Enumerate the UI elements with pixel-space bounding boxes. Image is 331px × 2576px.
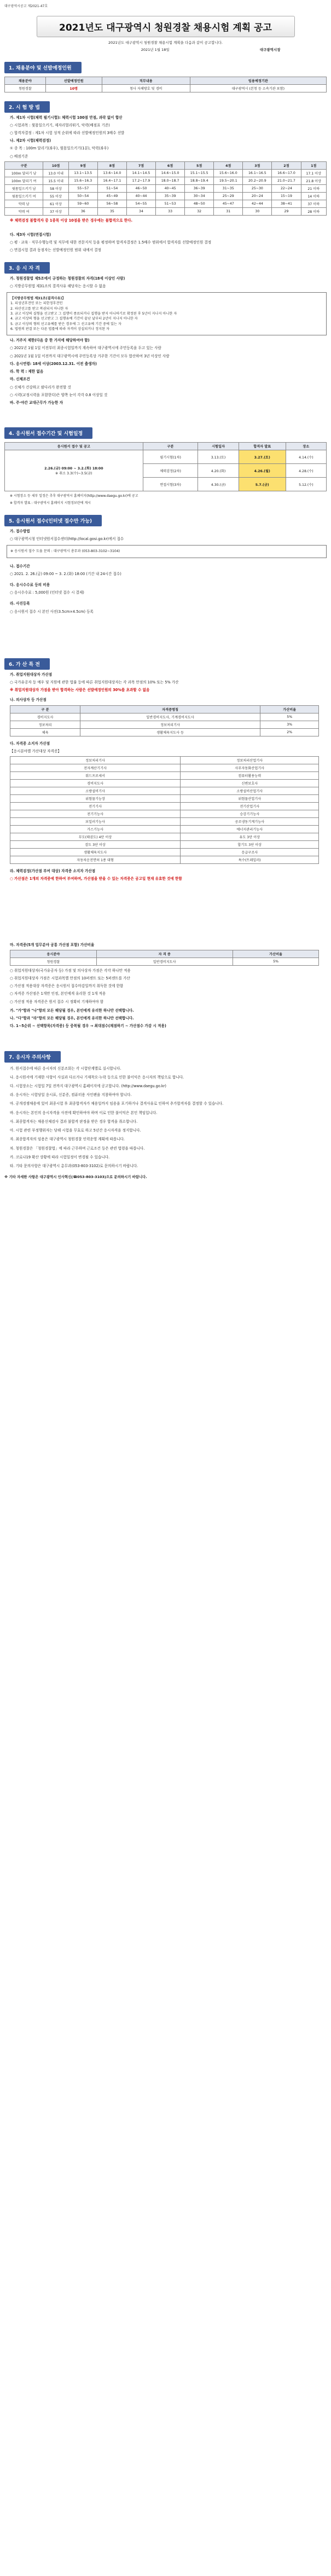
table-cell: 13.6~14.0: [97, 169, 126, 177]
table-cell: 일반경비지도사, 기계경비지도사: [80, 713, 260, 721]
table-cell: 3%: [260, 721, 318, 728]
table-cell: 15.5 이내: [43, 177, 68, 184]
notice-item: 아. 시험 관련 부정행위자는 당해 시험을 무효로 하고 5년간 응시자격을 정지합니다.: [10, 1128, 141, 1133]
table-cell: 3.13.(토): [198, 450, 239, 464]
table-cell: 48~50: [185, 200, 214, 207]
page-title: 2021년도 대구광역시 청원경찰 채용시험 계획 공고: [37, 16, 295, 37]
table-row: [5, 192, 327, 200]
table-cell: 3.27.(토): [239, 450, 286, 464]
table-cell: 체력검정(2차): [143, 464, 198, 478]
table-cell: 17.1 이상: [301, 169, 327, 177]
bonus-tail-item: ○ 가산점 적용 자격증은 원서 접수 시 정확히 기재하여야 함: [10, 999, 104, 1004]
table-cell: 생활체육지도사: [10, 849, 181, 856]
schedule-note: ※ 합격자 발표 : 대구광역시 홈페이지 시험정보란에 게시: [10, 501, 91, 506]
table-header: 채용분야: [5, 77, 46, 84]
app-c1: ○ 응시수수료 : 5,000원 (인터넷 접수 시 결제): [10, 590, 84, 595]
table-cell: 4.20.(화): [198, 464, 239, 478]
table-cell: 자동차운전면허 1종 대형: [10, 856, 181, 864]
notice-item: 차. 청원경찰은 「청원경찰법」에 따라 근무하며 근로조건 등은 관련 법령을 따릅니다.: [10, 1146, 145, 1151]
bonus-tail-item: ○ 자격증 가산점은 1개만 인정, 본인에게 유리한 것 1개 적용: [10, 991, 106, 996]
table-cell: 18.0~18.7: [156, 177, 185, 184]
exam-step1-note: ○ 합격자결정 : 제1차 시험 성적 순위에 따라 선발예정인원의 3배수 선발: [10, 130, 125, 135]
table-cell: 승강기기능사: [181, 810, 319, 818]
table-cell: 25~30: [243, 184, 272, 192]
table-cell: 경비지도사: [10, 780, 181, 787]
exam-extra-line: ○ 면접시험 결과 동점자는 선발예정인원 범위 내에서 결정: [10, 248, 101, 253]
bonus-tail-item: 나. "다"항과 "라"항의 모든 해당될 경우, 본인에게 유리한 하나만 선택합니다.: [10, 1016, 134, 1021]
bonus-a1: ○ 국가유공자 등 예우 및 지원에 관한 법률 등에 따른 취업지원대상자는 각 과목 만점의 10% 또는 5% 가산: [10, 680, 179, 685]
table-cell: 36: [68, 207, 97, 215]
notice-item: 라. 응시자는 시험당일 응시표, 신분증, 컴퓨터용 사인펜을 지참하여야 합니다.: [10, 1093, 132, 1098]
table-header: 10점: [43, 161, 68, 169]
table-cell: 악력 남: [5, 200, 43, 207]
table-row: [10, 787, 319, 795]
table-cell: 공조냉동기계기능사: [181, 818, 319, 826]
qual-c1: ○ 2021년 1월 1일 이전부터 최종시험일까지 계속하여 대구광역시에 주민등록을 두고 있는 사람: [10, 346, 161, 351]
table-cell: 청원경찰: [5, 84, 46, 92]
table-header: 5점: [185, 161, 214, 169]
qual-e: 라. 학 력 : 제한 없음: [10, 369, 44, 374]
table-header: 응시원서 접수 및 공고: [5, 443, 143, 450]
table-cell: 5.12.(수): [286, 478, 326, 491]
table-cell: 정보처리: [10, 721, 80, 728]
table-cell: 33: [156, 207, 185, 215]
notice-item: 타. 기타 문의사항은 대구광역시 총무과(053-803-3102)로 문의하시기 바랍니다.: [10, 1163, 138, 1168]
table-cell: 28 이하: [301, 207, 327, 215]
qual-d: 다. 응시연령: 18세 이상(2003.12.31. 이전 출생자): [10, 361, 97, 366]
table-header: 7점: [126, 161, 155, 169]
table-cell: 체육: [10, 728, 80, 736]
intro-text: 2021년도 대구광역시 청원경찰 채용시험 계획을 다음과 같이 공고합니다.: [108, 40, 223, 45]
table-cell: 46~50: [126, 184, 155, 192]
schedule-table: [4, 442, 327, 491]
table-cell: 42~44: [243, 200, 272, 207]
table-cell: 사무자동화산업기사: [181, 764, 319, 772]
table-cell: 소방설비기사: [10, 787, 181, 795]
schedule-note: ※ 시험장소 등 세부 일정은 추후 대구광역시 홈페이지(http://www.daegu.go.kr)에 공고: [10, 494, 138, 498]
table-cell: 일반경비지도사: [96, 958, 233, 965]
exam-extra-title: 다. 제3차 시험(면접시험): [10, 233, 51, 237]
table-cell: 37 이상: [43, 207, 68, 215]
section-bonus: [4, 658, 327, 882]
table-header: 8점: [97, 161, 126, 169]
issuer: 대구광역시장: [259, 47, 281, 52]
table-header: 임용예정기관: [190, 77, 326, 84]
section-schedule: [4, 427, 327, 506]
qual-f1: ○ 신체가 건강하고 팔다리가 완전할 것: [10, 385, 71, 390]
table-cell: 특수(트레일러): [181, 856, 319, 864]
table-cell: 36~39: [185, 184, 214, 192]
bonus-d: 라. 체력검정(가산점 부여 대상) 자격증 소지자 가산점: [10, 869, 96, 874]
table-cell: 대구광역시 (본청 등 소속기관 포함): [190, 84, 326, 92]
exam-extra-line: ○ 평 · 교육 · 직무수행능력 및 직무에 대한 전문지식 등을 평정하며 합격자결정은 1.5배수 범위에서 합격자를 선발예정인원 결정: [10, 240, 212, 245]
table-cell: 15.6~16.3: [68, 177, 97, 184]
table-cell: 17.2~17.9: [126, 177, 155, 184]
document-number: 대구광역시공고 제2021-47호: [4, 4, 48, 8]
bonus-tail-item: 다. 1~5순위 ~ 선택항목(자격증) 등 중복될 경우 → 최대점수(채점하기 ~ 가산점수 가감 시 적용): [10, 1024, 166, 1029]
bonus-c-list-title: 【응시분야별 가산대상 자격증】: [10, 749, 61, 753]
table-header: 자격증명칭: [80, 705, 260, 713]
table-cell: 30: [243, 207, 272, 215]
table-cell: 응급구조사: [181, 849, 319, 856]
table-header: 1점: [301, 161, 327, 169]
table-header: 구 분: [10, 705, 80, 713]
table-cell: 100m 달리기 여: [5, 177, 43, 184]
table-cell: 4.30.(금): [198, 478, 239, 491]
table-header: 시험일자: [198, 443, 239, 450]
table-cell: 전기기능사: [10, 810, 181, 818]
notice-item: 바. 응시자는 본인의 응시자격을 사전에 확인하여야 하며 이로 인한 불이익은 본인 책임입니다.: [10, 1110, 158, 1115]
section-application: [4, 515, 327, 614]
app-b1: ○ 2021. 2. 26.(금) 09:00 ~ 3. 2.(화) 18:00 (기간 내 24시간 접수): [10, 571, 121, 576]
app-b: 나. 접수기간: [10, 564, 30, 568]
table-row: [5, 169, 327, 177]
table-header: 응시분야: [10, 950, 97, 958]
table-cell: 전자계산기기사: [10, 764, 181, 772]
box-line: 6. 법원의 판결 또는 다른 법률에 따라 자격이 상실되거나 정지된 자: [10, 327, 109, 331]
section-exam-extra: [4, 232, 327, 253]
qual-c: 나. 거주지 제한(다음 중 한 가지에 해당하여야 함): [10, 338, 90, 343]
table-cell: 22~24: [272, 184, 301, 192]
section-title: 6. 가 산 특 전: [4, 658, 50, 670]
table-cell: 21 이하: [301, 184, 327, 192]
bonus-c: 다. 자격증 소지자 가산점: [10, 741, 50, 746]
table-row: [10, 810, 319, 818]
bonus-tail-item: ○ 취업지원대상자 가점은 시험과목별 만점의 10퍼센트 또는 5퍼센트를 가산: [10, 976, 130, 980]
table-cell: 검도 3단 이상: [10, 841, 181, 849]
box-line: 2. 파산선고를 받고 복권되지 아니한 자: [10, 306, 68, 311]
bonus-tail-item: ○ 가산점 적용대상 자격증은 응시원서 접수마감일까지 취득한 것에 한함: [10, 984, 124, 989]
apply-period: 2.26.(금) 09:00 ~ 3.2.(화) 18:00: [44, 467, 103, 471]
table-cell: 5%: [233, 958, 319, 965]
table-cell: 30~34: [185, 192, 214, 200]
box-line: 5. 금고 이상의 형의 선고유예를 받은 경우에 그 선고유예 기간 중에 있는 자: [10, 322, 121, 326]
box-line: 4. 금고 이상의 형을 선고받고 그 집행유예 기간이 끝난 날부터 2년이 지나지 아니한 자: [10, 317, 138, 321]
section-bonus-tail: [4, 942, 327, 1029]
table-cell: 정보처리산업기사: [181, 757, 319, 764]
table-cell: 합기도 3단 이상: [181, 841, 319, 849]
table-cell: 20.2~20.9: [243, 177, 272, 184]
table-cell: 윗몸일으키기 여: [5, 192, 43, 200]
table-cell: 보일러기능사: [10, 818, 181, 826]
table-cell: 51~53: [156, 200, 185, 207]
qual-b: ○ 지방공무원법 제31조의 결격사유 해당자는 응시할 수 없음: [10, 283, 106, 288]
table-cell: 32: [185, 207, 214, 215]
score-table: [4, 161, 327, 216]
qual-g: 바. 주·야간 교대근무가 가능한 자: [10, 400, 63, 405]
bonus-a: 가. 취업지원대상자 가산점: [10, 672, 53, 677]
table-cell: 정보처리기사: [10, 757, 181, 764]
section-title: 2. 시 험 방 법: [4, 101, 50, 113]
table-cell: 가스기능사: [10, 826, 181, 833]
table-cell: 13.1~13.5: [68, 169, 97, 177]
table-cell: 에너지관리기능사: [181, 826, 319, 833]
table-cell: 40~45: [156, 184, 185, 192]
bonus-tail-item: 가. "가"항과 "나"항의 모든 해당될 경우, 본인에게 유리한 하나만 선택합니다.: [10, 1008, 134, 1013]
section-notices: [4, 1051, 327, 1180]
table-header: 합격자 발표: [239, 443, 286, 450]
app-c: 다. 응시수수료 등의 비용: [10, 582, 50, 587]
table-row: [10, 795, 319, 803]
table-cell: 31~35: [214, 184, 243, 192]
table-cell: 19.5~20.1: [214, 177, 243, 184]
app-a2-box: [7, 545, 327, 558]
notice-item: 가. 원서접수에 따른 응시자의 신분조회는 각 시험단계별로 실시합니다.: [10, 1066, 121, 1071]
table-row: [5, 177, 327, 184]
section-title: 4. 응시원서 접수기간 및 시험일정: [4, 427, 92, 439]
table-cell: 4.14.(수): [286, 450, 326, 464]
section-exam-method: [4, 101, 327, 224]
box-line: 3. 금고 이상의 실형을 선고받고 그 집행이 종료되거나 집행을 받지 아니하기로 확정된 후 5년이 지나지 아니한 자: [10, 312, 177, 316]
license-table: [10, 756, 319, 864]
table-row: [5, 207, 327, 215]
table-row: [10, 818, 319, 826]
table-cell: 4.28.(수): [286, 464, 326, 478]
notice-list: [4, 1066, 327, 1169]
table-cell: 35~39: [156, 192, 185, 200]
table-row: [10, 780, 319, 787]
table-cell: 31: [214, 207, 243, 215]
section-qualification: [4, 262, 327, 405]
table-cell: 청사 자체방호 및 경비: [102, 84, 190, 92]
table-cell: 38~41: [272, 200, 301, 207]
table-cell: 61 이상: [43, 200, 68, 207]
section-title: 5. 응시원서 접수(인터넷 접수만 가능): [4, 515, 102, 526]
notice-item: 다. 시험장소는 시험일 7일 전까지 대구광역시 홈페이지에 공고합니다. (http://www.daegu.go.kr): [10, 1083, 166, 1088]
footer-note: ※ 기타 자세한 사항은 대구광역시 인사혁신(☎053-803-3103)으로 문의하시기 바랍니다.: [4, 1175, 147, 1180]
table-header: 9점: [68, 161, 97, 169]
app-a: 가. 접수방법: [10, 529, 30, 533]
table-cell: 정보처리기사: [80, 721, 260, 728]
table-cell: 16.6~17.0: [272, 169, 301, 177]
table-cell: 21.0~21.7: [272, 177, 301, 184]
table-cell: 45~47: [214, 200, 243, 207]
announcement-page: [4, 0, 327, 1179]
table-cell: 전기산업기사: [181, 803, 319, 810]
table-header: 6점: [156, 161, 185, 169]
table-cell: 소방설비산업기사: [181, 787, 319, 795]
table-cell: 35: [97, 207, 126, 215]
table-cell: 29: [272, 207, 301, 215]
table-header: 가산비율: [260, 705, 318, 713]
table-cell: 생활체육지도사 등: [80, 728, 260, 736]
table-row: [10, 856, 319, 864]
app-a2: ※ 응시원서 접수 도움 문의 : 대구광역시 총무과 (053-803-3102~3104): [10, 549, 120, 554]
announce-date: 2021년 1월 18일: [141, 47, 170, 52]
table-header: 4점: [214, 161, 243, 169]
table-cell: 위험물산업기사: [181, 795, 319, 803]
table-row: [10, 764, 319, 772]
table-row: [10, 757, 319, 764]
table-header: 가산비율: [233, 950, 319, 958]
table-cell: 25~29: [214, 192, 243, 200]
exam-step1: 가. 제1차 시험(체력 필기시험): 체력시험 100점 만점, 과락 없이 합산: [10, 115, 123, 120]
table-cell: 20~24: [243, 192, 272, 200]
table-header: 선발예정인원: [45, 77, 102, 84]
exam-step2-detail: ① 종 목 : 100m 달리기(좌우), 윗몸일으키기(1분), 악력(좌우): [10, 146, 109, 151]
section-title: 7. 응시자 주의사항: [4, 1051, 61, 1063]
bonus-tail-title: 마. 자격증(5개 업무분야 공통 가산점 포함) 가산비율: [10, 942, 95, 947]
table-cell: 50~54: [68, 192, 97, 200]
table-cell: 58 이상: [43, 184, 68, 192]
table-cell: 56~58: [97, 200, 126, 207]
table-cell: 51~54: [97, 184, 126, 192]
apply-period-cell: [5, 450, 143, 491]
bonus-tail-item: ○ 취업지원대상자(국가유공자 등) 가점 및 의사상자 가점은 각각 하나만 적용: [10, 968, 131, 973]
notice-item: 자. 최종합격자의 임용은 대구광역시 청원경찰 인력운영 계획에 따릅니다.: [10, 1137, 125, 1142]
table-row: [10, 833, 319, 841]
table-cell: 컴퓨터활용능력: [181, 772, 319, 780]
intro-block: [4, 40, 327, 53]
notice-item: 나. 응시원서에 기재한 사항이 사실과 다르거나 기재착오·누락 등으로 인한 불이익은 응시자의 책임으로 합니다.: [10, 1075, 184, 1080]
table-cell: 14 이하: [301, 192, 327, 200]
bonus-d-note: ○ 가산점은 1개의 자격증에 한하여 부여하며, 가산점을 받을 수 있는 자격증은 공고일 현재 유효한 것에 한함: [10, 877, 182, 881]
table-cell: 37 이하: [301, 200, 327, 207]
table-cell: 윗몸일으키기 남: [5, 184, 43, 192]
table-cell: 16.4~17.1: [97, 177, 126, 184]
table-cell: 청원경찰: [10, 958, 97, 965]
table-cell: 14.1~14.5: [126, 169, 155, 177]
table-cell: 경비지도사: [10, 713, 80, 721]
table-cell: 2%: [260, 728, 318, 736]
table-row: [10, 772, 319, 780]
table-cell: 55 이상: [43, 192, 68, 200]
table-cell: 13.0 이내: [43, 169, 68, 177]
section-title: 3. 응 시 자 격: [4, 262, 50, 274]
table-cell: 위험물기능장: [10, 795, 181, 803]
table-cell: 10명: [45, 84, 102, 92]
table-cell: 워드프로세서: [10, 772, 181, 780]
section-title: 1. 채용분야 및 선발예정인원: [4, 62, 82, 73]
table-cell: 필기시험(1차): [143, 450, 198, 464]
table-cell: 54~55: [126, 200, 155, 207]
table-cell: 15.6~16.0: [214, 169, 243, 177]
bonus-note: ※ 취업지원대상자 가점을 받아 합격하는 사람은 선발예정인원의 30%를 초과할 수 없음: [10, 688, 150, 693]
app-d: 라. 사진등록: [10, 601, 30, 606]
app-d1: ○ 응시원서 접수 시 본인 사진(3.5cm×4.5cm) 등록: [10, 609, 94, 614]
table-cell: 4.26.(월): [239, 464, 286, 478]
table-row: [10, 849, 319, 856]
exam-step2-sub: ○ 배점기준: [10, 154, 28, 159]
table-cell: 45~49: [97, 192, 126, 200]
table-cell: 14.6~15.0: [156, 169, 185, 177]
table-cell: 신변보호사: [181, 780, 319, 787]
table-cell: 악력 여: [5, 207, 43, 215]
table-row: [10, 826, 319, 833]
notice-item: 사. 최종합격자는 채용신체검사 결과 불합격 판정을 받은 경우 합격을 취소합니다.: [10, 1119, 138, 1124]
bonus-table: [10, 705, 319, 736]
app-a1: ○ 대구광역시청 인터넷원서접수센터(http://local.gosi.go.kr)에서 접수: [10, 536, 124, 541]
table-cell: 16.1~16.5: [243, 169, 272, 177]
table-cell: 55~57: [68, 184, 97, 192]
qual-f2: ○ 시력(교정시력을 포함한다)은 양쪽 눈이 각각 0.8 이상일 것: [10, 392, 108, 397]
disqualification-box: [7, 292, 327, 335]
table-cell: 18.8~19.4: [185, 177, 214, 184]
table-header: 구분: [5, 161, 43, 169]
table-cell: 100m 달리기 남: [5, 169, 43, 177]
table-cell: 전기기사: [10, 803, 181, 810]
table-header: 구분: [143, 443, 198, 450]
bonus-b: 나. 의사상자 등 가산점: [10, 698, 47, 703]
table-row: [5, 184, 327, 192]
table-header: 직무내용: [102, 77, 190, 84]
score-note: ※ 체력검정 불합격자 중 1종목 이상 10점을 받은 경우에는 불합격으로 한다.: [10, 218, 132, 223]
box-line: 1. 피성년후견인 또는 피한정후견인: [10, 301, 63, 306]
table-cell: 5%: [260, 713, 318, 721]
table-cell: 15.1~15.5: [185, 169, 214, 177]
table-cell: 34: [126, 207, 155, 215]
qual-a: 가. 청원경찰법 제5조에서 규정하는 청원경찰의 자격(18세 이상인 사람): [10, 276, 125, 281]
notice-item: 카. 코로나19 확산 상황에 따라 시험일정이 변경될 수 있습니다.: [10, 1154, 110, 1159]
intro-meta: [51, 48, 281, 53]
qual-c2: ○ 2021년 1월 1일 이전까지 대구광역시에 주민등록상 거주한 기간이 모두 합산하여 3년 이상인 사람: [10, 353, 170, 358]
table-header: 3점: [243, 161, 272, 169]
table-cell: 유도 3단 이상: [181, 833, 319, 841]
table-row: [5, 200, 327, 207]
qual-f: 마. 신체조건: [10, 377, 30, 382]
table-header: 장소: [286, 443, 326, 450]
table-row: [10, 841, 319, 849]
table-cell: 면접시험(3차): [143, 478, 198, 491]
table-cell: 5.7.(금): [239, 478, 286, 491]
table-cell: 59~60: [68, 200, 97, 207]
table-header: 2점: [272, 161, 301, 169]
table-cell: 무도(태권도) 4단 이상: [10, 833, 181, 841]
box-title: 【지방공무원법 제31조(결격사유)】: [10, 297, 66, 301]
table-cell: 40~44: [126, 192, 155, 200]
table-row: [10, 803, 319, 810]
bonus-tail-table: [10, 950, 319, 966]
table-header: 자 격 증: [96, 950, 233, 958]
exam-step1-detail: ○ 시험과목 : 윗몸일으키기, 제자리멀리뛰기, 악력(배점표 기준): [10, 123, 110, 127]
notice-item: 마. 공개경쟁채용에 있어 최종시험 후 최종합격자가 채용일까지 임용을 포기하거나 결격사유로 인하여 추가합격자를 결정할 수 있습니다.: [10, 1101, 224, 1106]
section-recruit: [4, 62, 327, 92]
table-cell: 15~19: [272, 192, 301, 200]
table-cell: 21.8 이상: [301, 177, 327, 184]
exam-step2: 나. 제2차 시험(체력검정): [10, 138, 51, 143]
apply-note: ※ 취소 3.3(수)~3.5(금): [55, 472, 92, 476]
recruit-table: [4, 77, 327, 92]
